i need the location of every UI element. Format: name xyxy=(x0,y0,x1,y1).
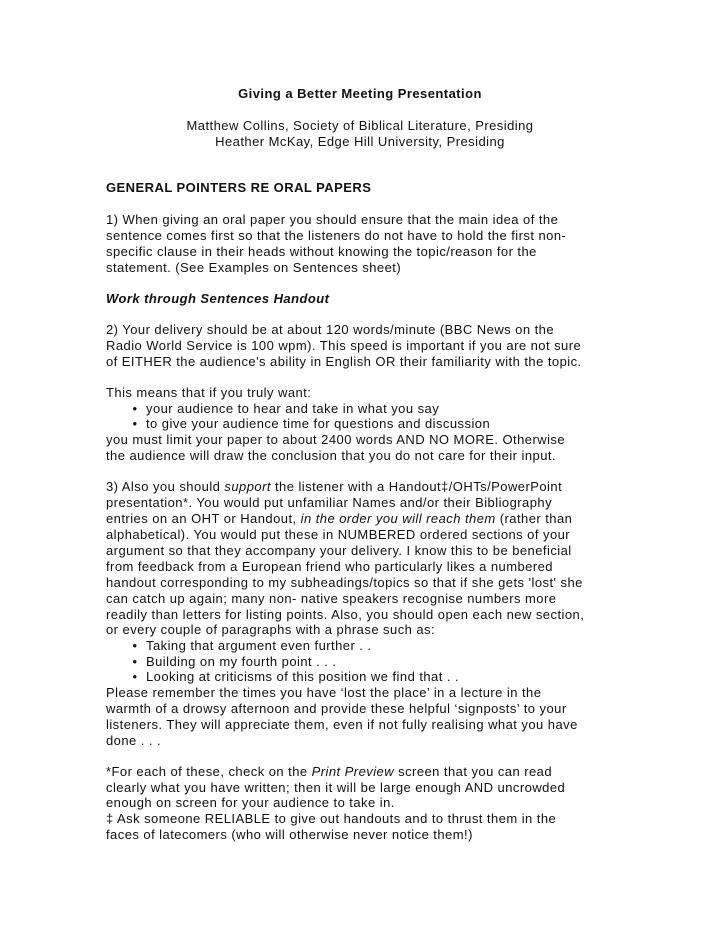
text-run: 3) Also you should xyxy=(106,479,225,494)
paragraph-line: 1) When giving an oral paper you should ensure that the main idea of the xyxy=(106,212,559,227)
text-run: the listener with a Handout‡/OHTs/PowerPoint xyxy=(270,479,563,494)
bullet-item xyxy=(130,669,459,685)
text-run: (rather than xyxy=(495,511,573,526)
paragraph-line: warmth of a drowsy afternoon and provide these helpful ‘signposts’ to your xyxy=(106,701,567,716)
footnote-line: clearly what you have written; then it will be large enough AND uncrowded xyxy=(106,780,566,795)
paragraph-line: statement. (See Examples on Sentences sheet) xyxy=(106,260,402,275)
paragraph-line: from feedback from a European friend who particularly likes a numbered xyxy=(106,559,553,574)
text-run: *For each of these, check on the xyxy=(106,764,312,779)
footnote-line: enough on screen for your audience to take in. xyxy=(106,795,395,810)
handout-heading: Work through Sentences Handout xyxy=(106,291,330,306)
footnote-line: ‡ Ask someone RELIABLE to give out handouts and to thrust them in the xyxy=(106,811,557,826)
bullet-icon: • xyxy=(132,654,138,669)
paragraph-line: sentence comes first so that the listeners do not have to hold the first non- xyxy=(106,228,567,243)
paragraph-line: This means that if you truly want: xyxy=(106,385,312,400)
footnote-line: faces of latecomers (who will otherwise never notice them!) xyxy=(106,827,473,842)
paragraph-line xyxy=(106,511,572,527)
paragraph-line: can catch up again; many non- native speakers recognise numbers more xyxy=(106,591,557,606)
bullet-icon: • xyxy=(132,638,138,653)
bullet-item xyxy=(130,416,490,432)
paragraph-line: or every couple of paragraphs with a phrase such as: xyxy=(106,622,436,637)
paragraph-line: done . . . xyxy=(106,733,162,748)
paragraph-line: of EITHER the audience's ability in English OR their familiarity with the topic. xyxy=(106,354,582,369)
bullet-text: Building on my fourth point . . . xyxy=(146,654,337,669)
italic-text-run: support xyxy=(224,479,271,494)
presider-line: Heather McKay, Edge Hill University, Presiding xyxy=(215,134,505,149)
bullet-text: Taking that argument even further . . xyxy=(146,638,372,653)
paragraph-line: Radio World Service is 100 wpm). This speed is important if you are not sure xyxy=(106,338,582,353)
paragraph-line: argument so that they accompany your delivery. I know this to be beneficial xyxy=(106,543,572,558)
paragraph-line: you must limit your paper to about 2400 words AND NO MORE. Otherwise xyxy=(106,432,566,447)
paragraph-line: alphabetical). You would put these in NUMBERED ordered sections of your xyxy=(106,527,571,542)
text-run: screen that you can read xyxy=(394,764,553,779)
bullet-text: your audience to hear and take in what you say xyxy=(146,401,440,416)
italic-text-run: Print Preview xyxy=(311,764,395,779)
italic-text-run: in the order you will reach them xyxy=(300,511,496,526)
paragraph-line: presentation*. You would put unfamiliar Names and/or their Bibliography xyxy=(106,495,553,510)
text-run: entries on an OHT or Handout, xyxy=(106,511,301,526)
section-heading: GENERAL POINTERS RE ORAL PAPERS xyxy=(106,180,372,195)
paragraph-line: specific clause in their heads without knowing the topic/reason for the xyxy=(106,244,537,259)
document-title: Giving a Better Meeting Presentation xyxy=(238,86,482,101)
paragraph-line: the audience will draw the conclusion that you do not care for their input. xyxy=(106,448,556,463)
bullet-icon: • xyxy=(132,669,138,684)
paragraph-line: listeners. They will appreciate them, even if not fully realising what you have xyxy=(106,717,578,732)
bullet-text: Looking at criticisms of this position we find that . . xyxy=(146,669,460,684)
paragraph-line: handout corresponding to my subheadings/topics so that if she gets 'lost' she xyxy=(106,575,583,590)
paragraph-line: readily than letters for listing points. Also, you should open each new section, xyxy=(106,607,585,622)
bullet-item xyxy=(130,401,439,417)
bullet-item xyxy=(130,638,372,654)
presider-line: Matthew Collins, Society of Biblical Literature, Presiding xyxy=(186,118,534,133)
bullet-icon: • xyxy=(132,401,138,416)
footnote-line xyxy=(106,764,552,780)
bullet-icon: • xyxy=(132,416,138,431)
paragraph-line: Please remember the times you have ‘lost the place’ in a lecture in the xyxy=(106,685,542,700)
paragraph-line: 2) Your delivery should be at about 120 words/minute (BBC News on the xyxy=(106,322,555,337)
bullet-text: to give your audience time for questions and discussion xyxy=(146,416,491,431)
bullet-item xyxy=(130,654,336,670)
paragraph-line xyxy=(106,479,562,495)
